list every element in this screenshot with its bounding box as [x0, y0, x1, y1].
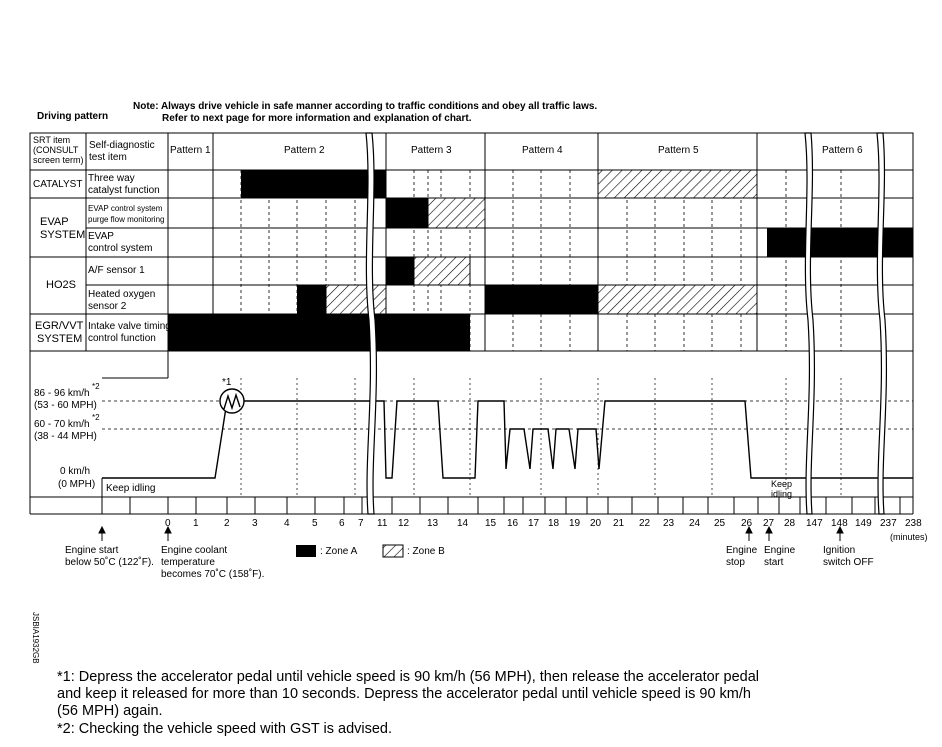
tick-label-23: 23 [663, 518, 675, 529]
tick-label-15: 15 [485, 518, 497, 529]
item-evap-control-1: EVAP [88, 231, 114, 242]
tick-label-149: 149 [855, 518, 872, 529]
tick-label-28: 28 [784, 518, 796, 529]
item-heated-o2-2: sensor 2 [88, 301, 127, 312]
tick-label-237: 237 [880, 518, 897, 529]
page-title: Driving pattern [37, 111, 109, 122]
zigzag-marker-icon [220, 389, 244, 413]
event-engine-start2-2: start [764, 557, 784, 568]
tick-label-1: 1 [193, 518, 199, 529]
item-intake-valve-1: Intake valve timing [88, 321, 171, 332]
tick-label-13: 13 [427, 518, 439, 529]
speed-high-sup: *2 [92, 382, 100, 391]
tick-label-5: 5 [312, 518, 318, 529]
zone-b-swatch [383, 545, 403, 557]
tick-label-26: 26 [741, 518, 753, 529]
event-engine-stop-2: stop [726, 557, 745, 568]
event-coolant-1: Engine coolant [161, 545, 228, 556]
tick-label-147: 147 [806, 518, 823, 529]
tick-label-4: 4 [284, 518, 290, 529]
speed-zero-kmh: 0 km/h [60, 466, 91, 477]
self-diag-header-1: Self-diagnostic [89, 140, 155, 151]
item-af-sensor: A/F sensor 1 [88, 265, 145, 276]
event-engine-start-2: below 50˚C (122˚F). [65, 557, 154, 568]
time-axis-ticks [130, 497, 900, 514]
tick-label-238: 238 [905, 518, 922, 529]
item-evap-control-2: control system [88, 243, 153, 254]
pattern-6-label: Pattern 6 [822, 145, 863, 156]
tick-label-16: 16 [507, 518, 519, 529]
tick-label-21: 21 [613, 518, 625, 529]
tick-label-22: 22 [639, 518, 651, 529]
group-ho2s: HO2S [46, 279, 76, 291]
tick-label-12: 12 [398, 518, 410, 529]
footnote-1-line-1: *1: Depress the accelerator pedal until vehicle speed is 90 km/h (56 MPH), then release the accelerator pedal [57, 669, 760, 685]
event-engine-stop-1: Engine [726, 545, 758, 556]
item-evap-purge-1: EVAP control system [88, 204, 163, 213]
tick-label-17: 17 [528, 518, 540, 529]
axis-unit: (minutes) [890, 532, 928, 542]
tick-label-2: 2 [224, 518, 230, 529]
pattern-2-label: Pattern 2 [284, 145, 325, 156]
tick-label-20: 20 [590, 518, 602, 529]
item-evap-purge-2: purge flow monitoring [88, 215, 165, 224]
event-ignition-2: switch OFF [823, 557, 874, 568]
item-heated-o2-1: Heated oxygen [88, 289, 156, 300]
group-evap-2: SYSTEM [40, 229, 86, 241]
item-intake-valve-2: control function [88, 333, 156, 344]
keep-idling-label: Keep idling [106, 483, 156, 494]
zone-a-bars [168, 170, 913, 351]
tick-label-148: 148 [831, 518, 848, 529]
tick-label-24: 24 [689, 518, 701, 529]
group-egr-2: SYSTEM [37, 333, 83, 345]
zone-a-swatch [296, 545, 316, 557]
keep-idling-2-line-2: idling [771, 489, 793, 499]
group-catalyst: CATALYST [33, 179, 83, 190]
keep-idling-2-line-1: Keep [771, 479, 793, 489]
pattern-5-label: Pattern 5 [658, 145, 699, 156]
chart-dashed-lines [241, 378, 841, 497]
event-coolant-2: temperature [161, 557, 215, 568]
event-coolant-3: becomes 70˚C (158˚F). [161, 569, 265, 580]
speed-high-kmh: 86 - 96 km/h [34, 388, 90, 399]
event-engine-start2-1: Engine [764, 545, 796, 556]
tick-label-27: 27 [763, 518, 775, 529]
legend-zone-b: : Zone B [407, 546, 445, 557]
group-evap-1: EVAP [40, 216, 69, 228]
pattern-3-label: Pattern 3 [411, 145, 452, 156]
srt-item-header-2: (CONSULT [33, 145, 79, 155]
tick-label-7: 7 [358, 518, 364, 529]
footnote-1-line-2: and keep it released for more than 10 seconds. Depress the accelerator pedal until vehicle speed is 90 km/h [57, 686, 751, 702]
tick-label-25: 25 [714, 518, 726, 529]
speed-high-mph: (53 - 60 MPH) [34, 400, 97, 411]
speed-mid-sup: *2 [92, 413, 100, 422]
pattern-1-label: Pattern 1 [170, 145, 211, 156]
legend-zone-a: : Zone A [320, 546, 358, 557]
speed-zero-mph: (0 MPH) [58, 479, 96, 490]
tick-label-18: 18 [548, 518, 560, 529]
event-ignition-1: Ignition [823, 545, 856, 556]
tick-label-3: 3 [252, 518, 258, 529]
note-line-1: Note: Always drive vehicle in safe manner according to traffic conditions and obey all traffic laws. [133, 101, 598, 112]
figure-code: JSBIA1932GB [31, 612, 40, 664]
srt-item-header-3: screen term) [33, 155, 84, 165]
pattern-4-label: Pattern 4 [522, 145, 563, 156]
tick-label-19: 19 [569, 518, 581, 529]
srt-item-header-1: SRT item [33, 135, 71, 145]
tick-label-6: 6 [339, 518, 345, 529]
group-egr-1: EGR/VVT [35, 320, 84, 332]
footnote-2: *2: Checking the vehicle speed with GST is advised. [57, 721, 393, 737]
tick-label-11: 11 [377, 518, 388, 529]
tick-label-0: 0 [165, 518, 171, 529]
speed-profile-line [102, 401, 913, 478]
event-engine-start-1: Engine start [65, 545, 119, 556]
item-three-way-1: Three way [88, 173, 135, 184]
item-three-way-2: catalyst function [88, 185, 160, 196]
self-diag-header-2: test item [89, 152, 127, 163]
tick-label-14: 14 [457, 518, 469, 529]
marker-label: *1 [222, 377, 232, 388]
event-arrows [99, 527, 843, 541]
speed-mid-kmh: 60 - 70 km/h [34, 419, 90, 430]
footnote-1-line-3: (56 MPH) again. [57, 703, 163, 719]
speed-mid-mph: (38 - 44 MPH) [34, 431, 97, 442]
note-line-2: Refer to next page for more information and explanation of chart. [162, 113, 472, 124]
